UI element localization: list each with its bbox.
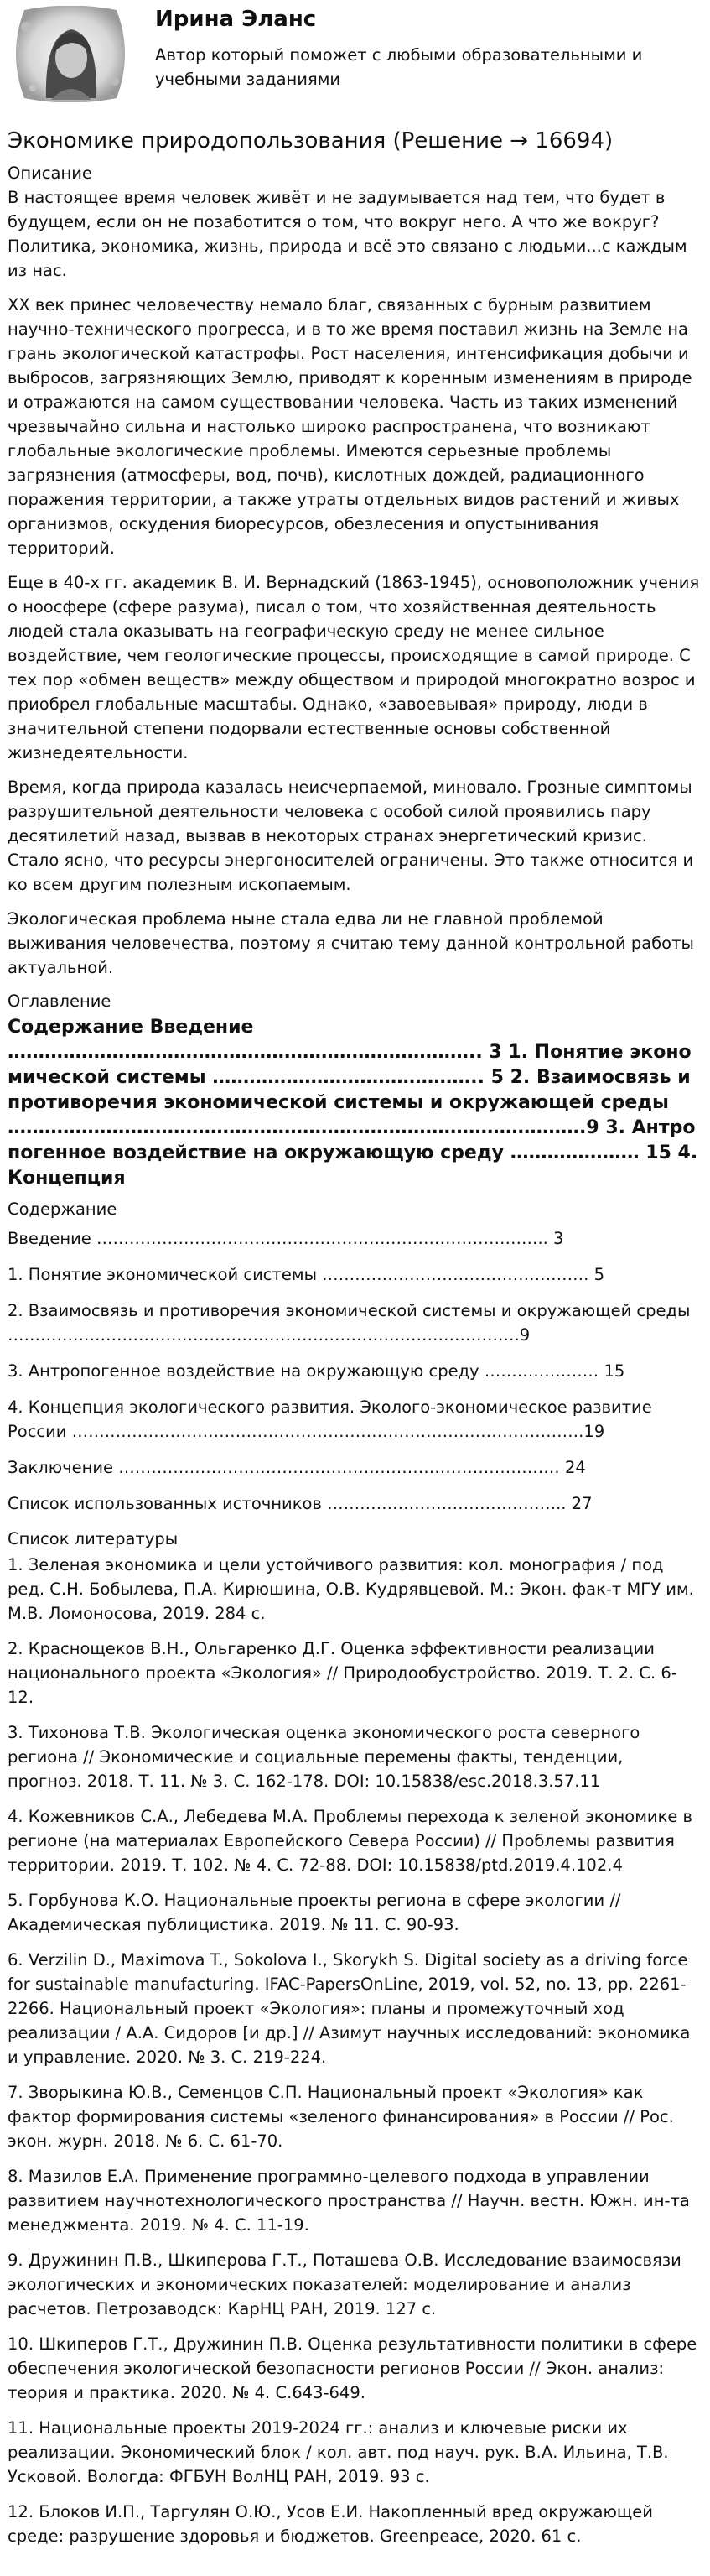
references-list bbox=[8, 1553, 702, 2548]
description-paragraph-3: Еще в 40-х гг. академик В. И. Вернадский (1863-1945), основоположник учения о ноосфере (сфере разума), писал о том, что хозяйственная деятельность людей стала оказывать на географическую среду не менее сильное воздействие, чем геологические процессы, происходящие в самой природе. С тех пор «обмен веществ» между обществом и природой многократно возрос и приобрел глобальные масштабы. Однако, «завоевывая» природу, люди в значительной степени подорвали естественные основы собственной жизнедеятельности. bbox=[8, 573, 700, 762]
description-paragraph-4: Время, когда природа казалась неисчерпаемой, миновало. Грозные симптомы разрушительной деятельности человека с особой силой проявились пару десятилетий назад, вызвав в некоторых странах энергетический кризис. Стало ясно, что ресурсы энергоносителей ограничены. Это также относится и ко всем другим полезным ископаемым. bbox=[8, 778, 694, 894]
description-label: Описание bbox=[8, 164, 92, 183]
contents-item: Заключение ……………………………………………………………………… 24 bbox=[8, 1458, 586, 1477]
contents-item: 3. Антропогенное воздействие на окружающую среду ………………… 15 bbox=[8, 1361, 625, 1381]
description-paragraph-5: Экологическая проблема ныне стала едва ли не главной проблемой выживания человечества, поэтому я считаю тему данной контрольной работы актуальной. bbox=[8, 909, 694, 977]
reference-item: 2. Краснощеков В.Н., Ольгаренко Д.Г. Оценка эффективности реализации национального проекта «Экология» // Природообустройство. 2019. Т. 2. С. 6-12. bbox=[8, 1639, 677, 1707]
reference-item: 3. Тихонова Т.В. Экологическая оценка экономического роста северного региона // Экономические и социальные перемены факты, тенденции, прогноз. 2018. Т. 11. № 3. С. 162-178. DOI: 10.15838/esc.2018.3.57.11 bbox=[8, 1723, 640, 1791]
avatar-portrait-icon bbox=[8, 6, 133, 102]
description-paragraph-2: XX век принес человечеству немало благ, связанных с бурным развитием научно-технического прогресса, и в то же время поставил жизнь на Земле на грань экологической катастрофы. Рост населения, интенсификация добычи и выбросов, загрязняющих Землю, приводят к коренным изменениям в природе и отражаются на самом существовании человека. Часть из таких изменений чрезвычайно сильна и настолько широко распространена, что возникают глобальные экологические проблемы. Имеются серьезные проблемы загрязнения (атмосферы, вод, почв), кислотных дождей, радиационного поражения территории, а также утраты отдельных видов растений и живых организмов, оскудения биоресурсов, обезлесения и опустынивания территорий. bbox=[8, 295, 692, 558]
reference-item: 12. Блоков И.П., Таргулян О.Ю., Усов Е.И. Накопленный вред окружающей среде: разрушение здоровья и бюджетов. Greenpeace, 2020. 61 с. bbox=[8, 2502, 653, 2546]
author-header bbox=[8, 0, 702, 123]
contents-item: Введение ……………………………………………………………………….. 3 bbox=[8, 1229, 564, 1248]
reference-item: 6. Verzilin D., Maximova T., Sokolova I., Skorykh S. Digital society as a driving force for sustainable manufacturing. IFAC-PapersOnLine, 2019, vol. 52, no. 13, pp. 2261-2266. Национальный проект «Экология»: планы и промежуточный ход реализации / А.А. Сидоров [и др.] // Азимут научных исследований: экономика и управление. 2020. № 3. С. 219-224. bbox=[8, 1950, 691, 2067]
description-paragraph-1: В настоящее время человек живёт и не задумывается над тем, что будет в будущем, если он не позаботится о том, что вокруг него. А что же вокруг? Политика, экономика, жизнь, природа и всё это связано с людьми...с каждым из нас. bbox=[8, 188, 687, 280]
contents-list bbox=[8, 1226, 702, 1516]
reference-item: 10. Шкиперов Г.Т., Дружинин П.В. Оценка результативности политики в сфере обеспечения экологической безопасности регионов России // Экон. анализ: теория и практика. 2020. № 4. С.643-649. bbox=[8, 2334, 697, 2402]
page-title: Экономике природопользования (Решение → 16694) bbox=[8, 128, 614, 154]
avatar[interactable] bbox=[8, 6, 133, 102]
reference-item: 7. Зворыкина Ю.В., Семенцов С.П. Национальный проект «Экология» как фактор формирования системы «зеленого финансирования» в России // Рос. экон. журн. 2018. № 6. С. 61-70. bbox=[8, 2083, 674, 2151]
reference-item: 4. Кожевников С.А., Лебедева М.А. Проблемы перехода к зеленой экономике в регионе (на материалах Европейского Севера России) // Проблемы развития территории. 2019. Т. 102. № 4. С. 72-88. DOI: 10.15838/ptd.2019.4.102.4 bbox=[8, 1807, 693, 1875]
contents-item: Список использованных источников …………………………………….. 27 bbox=[8, 1494, 593, 1513]
outline-label: Оглавление bbox=[8, 991, 111, 1011]
author-info bbox=[155, 6, 658, 91]
reference-item: 11. Национальные проекты 2019-2024 гг.: анализ и ключевые риски их реализации. Экономический блок / кол. авт. под науч. рук. В.А. Ильина, Т.В. Усковой. Вологда: ФГБУН ВолНЦ РАН, 2019. 93 с. bbox=[8, 2418, 669, 2486]
reference-item: 8. Мазилов Е.А. Применение программно-целевого подхода в управлении развитием научнотехнологического пространства // Научн. вестн. Южн. ин-та менеджмента. 2019. № 4. С. 11-19. bbox=[8, 2167, 690, 2235]
outline-bold-text: Содержание Введение ………………………………………………………………….. 3 1. Понятие экономической системы …………………………………….. 5 2. Взаимосвязь и противоречия экономической системы и окружающей среды ………………………………………………………………………………….9 3. Антропогенное воздействие на окружающую среду ………………… 15 4. Концепция bbox=[8, 1017, 698, 1189]
contents-item: 2. Взаимосвязь и противоречия экономической системы и окружающей среды ………………………………………………………………………………….9 bbox=[8, 1301, 691, 1345]
author-description: Автор который поможет с любыми образовательными и учебными заданиями bbox=[155, 45, 643, 89]
reference-item: 1. Зеленая экономика и цели устойчивого развития: кол. монография / под ред. С.Н. Бобылева, П.А. Кирюшина, О.В. Кудрявцевой. М.: Экон. фак-т МГУ им. М.В. Ломоносова, 2019. 284 с. bbox=[8, 1555, 694, 1623]
contents-label: Содержание bbox=[8, 1200, 117, 1219]
author-name[interactable]: Ирина Эланс bbox=[155, 7, 317, 32]
references-label: Список литературы bbox=[8, 1529, 179, 1548]
contents-item: 4. Концепция экологического развития. Эколого-экономическое развитие России ………………………………………………………………………………….19 bbox=[8, 1397, 652, 1441]
reference-item: 5. Горбунова К.О. Национальные проекты региона в сфере экологии // Академическая публицистика. 2019. № 11. С. 90-93. bbox=[8, 1891, 621, 1934]
contents-item: 1. Понятие экономической системы …………………………………………. 5 bbox=[8, 1265, 604, 1284]
reference-item: 9. Дружинин П.В., Шкиперова Г.Т., Поташева О.В. Исследование взаимосвязи экологических и экономических показателей: моделирование и анализ расчетов. Петрозаводск: КарНЦ РАН, 2019. 127 с. bbox=[8, 2251, 681, 2318]
